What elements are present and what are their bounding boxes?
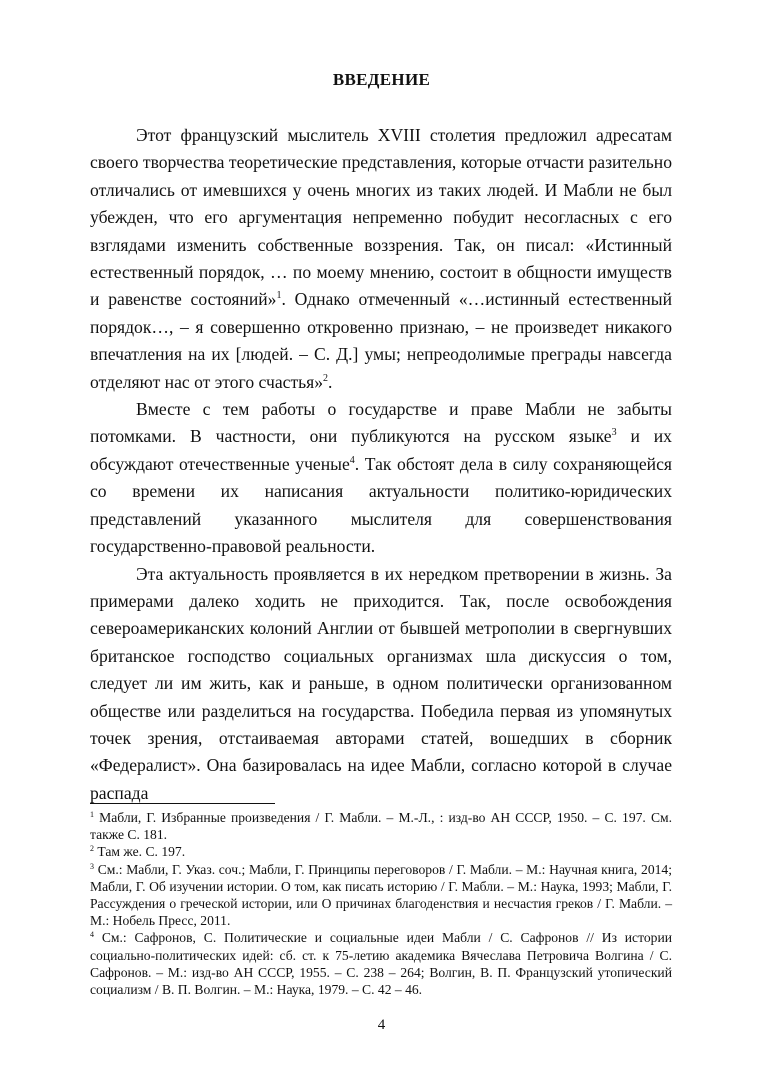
paragraph-1-text-a: Этот французский мыслитель XVIII столетия предложил адресатам своего творчества теоретические представления, которые отчасти разительно отличались от имевшихся у очень многих из таких людей. И Мабли не был убежден, что его аргументация непременно побудит несогласных с его взглядами изменить собственные воззрения. Так, он писал: «Истинный естественный порядок, … по моему мнению, состоит в общности имуществ и равенстве состояний» (90, 125, 672, 310)
footnote-number: 4 (90, 930, 94, 940)
footnote-2 (90, 843, 672, 860)
footnote-text: Мабли, Г. Избранные произведения / Г. Мабли. – М.-Л., : изд-во АН СССР, 1950. – С. 197. См. также С. 181. (90, 810, 673, 843)
main-text (90, 122, 672, 807)
footnote-ref-4: 4 (349, 454, 355, 466)
paragraph-1 (90, 122, 672, 396)
footnote-text: См.: Сафронов, С. Политические и социальные идеи Мабли / С. Сафронов // Из истории социально-политических идей: сб. ст. к 75-летию академика Вячеслава Петровича Волгина / С. Сафронов. – М.: изд-во АН СССР, 1955. – С. 238 – 264; Волгин, В. П. Французский утопический социализм / В. П. Волгин. – М.: Наука, 1979. – С. 42 – 46. (90, 930, 672, 998)
footnote-1 (90, 809, 672, 843)
paragraph-2 (90, 396, 672, 560)
footnote-4 (90, 929, 672, 998)
footnote-text: Там же. С. 197. (97, 844, 186, 860)
paragraph-3-text: Эта актуальность проявляется в их нередком претворении в жизнь. За примерами далеко ходить не приходится. Так, после освобождения североамериканских колоний Англии от бывшей метрополии в свергнувших британское господство социальных организмах шла дискуссия о том, следует ли им жить, как и раньше, в одном политически организованном обществе или разделиться на государства. Победила первая из упомянутых точек зрения, отстаиваемая авторами статей, вошедших в сборник «Федералист». Она базировалась на идее Мабли, согласно которой в случае распада (90, 563, 672, 803)
paragraph-2-text-c: . Так обстоят дела в силу сохраняющейся со времени их написания актуальности политико-юридических представлений указанного мыслителя для совершенствования государственно-правовой реальности. (90, 453, 672, 557)
page-title: ВВЕДЕНИЕ (332, 70, 431, 89)
footnote-number: 2 (90, 844, 94, 854)
footnote-text: См.: Мабли, Г. Указ. соч.; Мабли, Г. Принципы переговоров / Г. Мабли. – М.: Научная книга, 2014; Мабли, Г. Об изучении истории. О том, как писать историю / Г. Мабли. – М.: Наука, 1993; Мабли, Г. Рассуждения о греческой истории, или О причинах благоденствия и несчастия греков / Г. Мабли. – М.: Нобель Пресс, 2011. (90, 861, 672, 929)
footnote-divider (90, 803, 275, 804)
paragraph-2-text-a: Вместе с тем работы о государстве и праве Мабли не забыты потомками. В частности, они публикуются на русском языке (90, 399, 672, 447)
paragraph-2-text-b: и их обсуждают отечественные ученые (90, 426, 672, 474)
footnote-ref-2: 2 (323, 372, 329, 384)
footnote-number: 1 (90, 810, 94, 819)
footnote-ref-1: 1 (276, 290, 282, 302)
footnote-number: 3 (90, 861, 94, 871)
page-number: 4 (377, 1017, 386, 1033)
paragraph-3 (90, 561, 672, 808)
paragraph-1-text-c: . (328, 371, 333, 392)
footnotes (90, 809, 672, 998)
paragraph-1-text-b: . Однако отмеченный «…истинный естественный порядок…, – я совершенно откровенно признаю, – не произведет никакого впечатления на их [людей. – С. Д.] умы; непреодолимые преграды навсегда отделяют нас от этого счастья» (90, 289, 672, 392)
footnote-ref-3: 3 (611, 427, 617, 439)
footnote-3 (90, 861, 672, 930)
